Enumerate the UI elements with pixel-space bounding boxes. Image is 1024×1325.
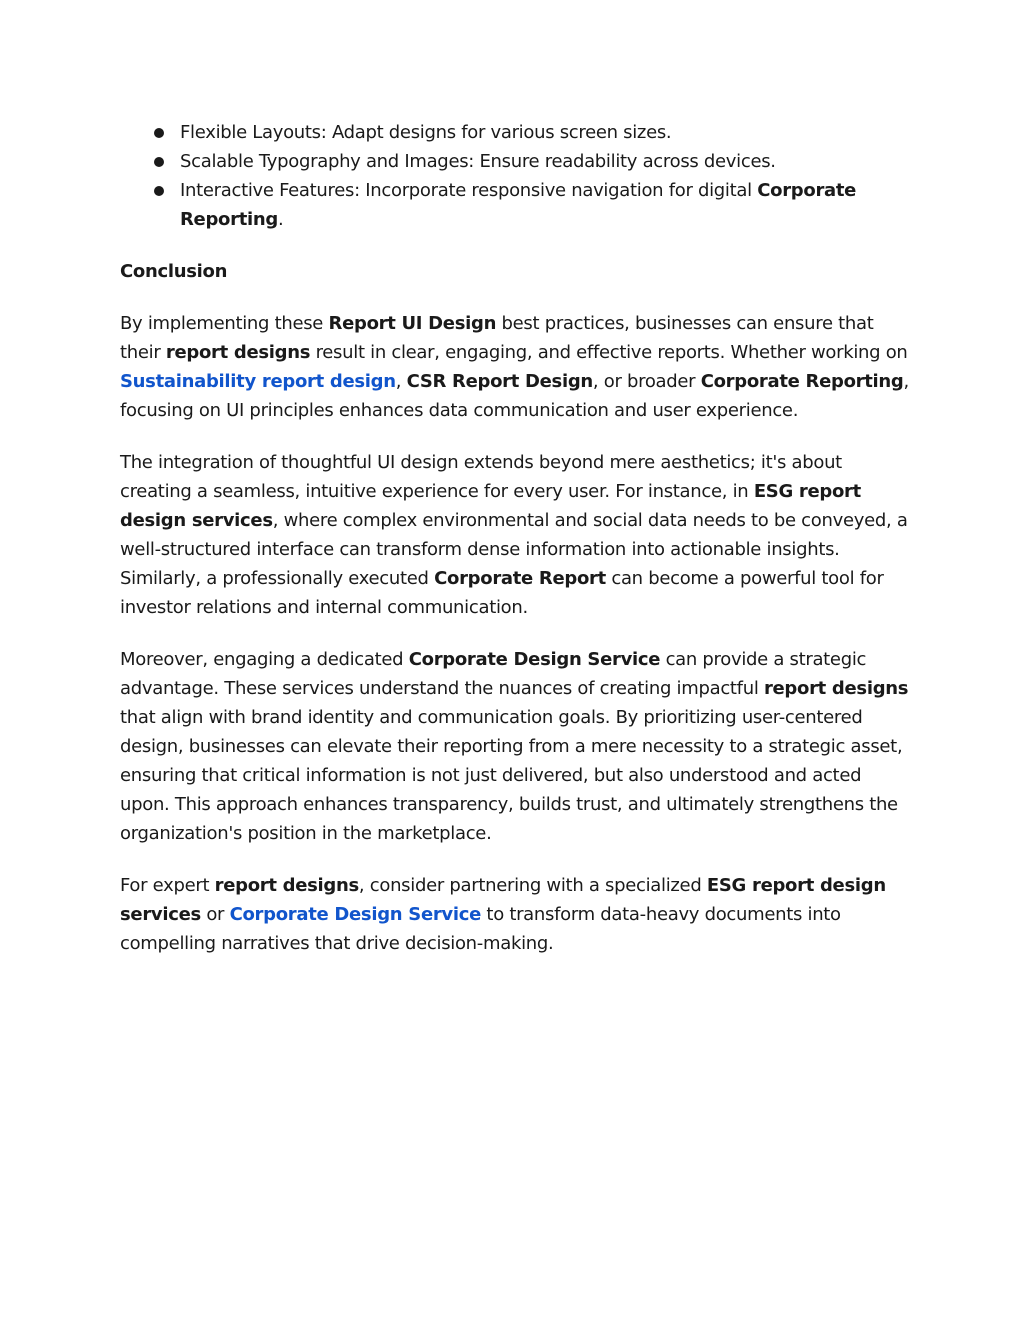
sustainability-report-design-link[interactable]: Sustainability report design [120,371,396,392]
paragraph-text: result in clear, engaging, and effective reports. Whether working on [310,342,908,363]
bold-term: ESG report design services [120,875,886,925]
paragraph-text: , [395,371,407,392]
paragraph-text: or [200,904,230,925]
bold-term: report designs [214,875,359,896]
paragraph-text: , focusing on UI principles enhances data communication and user experience. [120,371,909,421]
list-item-text: Interactive Features: Incorporate responsive navigation for digital [180,180,758,201]
list-item [120,176,910,234]
corporate-design-service-link[interactable]: Corporate Design Service [229,904,482,925]
paragraph-text: to transform data-heavy documents into compelling narratives that drive decision-making. [120,904,841,954]
paragraph-text: can provide a strategic advantage. These services understand the nuances of creating impactful [120,649,867,699]
bullet-icon [154,128,164,138]
bold-term: Corporate Report [434,568,606,589]
bold-term: CSR Report Design [406,371,593,392]
bold-term: Corporate Reporting [180,180,857,230]
paragraph-text: best practices, businesses can ensure that their [120,313,874,363]
list-item-text: Scalable Typography and Images: Ensure readability across devices. [180,151,776,172]
bold-term: report designs [165,342,311,363]
paragraph-text: , or broader [592,371,701,392]
bold-term: Corporate Reporting [700,371,904,392]
document-page [120,118,910,981]
paragraph-text: , where complex environmental and social data needs to be conveyed, a well-structured interface can transform dense information into actionable insights. Similarly, a professionally executed [120,510,908,589]
bold-term: report designs [763,678,909,699]
bullet-list [120,118,910,234]
section-heading: Conclusion [120,261,228,282]
paragraph [120,309,910,425]
bold-term: Report UI Design [328,313,497,334]
paragraph [120,645,910,848]
list-item [120,147,910,176]
paragraph [120,448,910,622]
list-item [120,118,910,147]
bold-term: Corporate Design Service [408,649,661,670]
paragraph-text: The integration of thoughtful UI design extends beyond mere aesthetics; it's about creating a seamless, intuitive experience for every user. For instance, in [120,452,842,502]
paragraph [120,871,910,958]
list-item-text: Flexible Layouts: Adapt designs for various screen sizes. [180,122,672,143]
paragraph-text: Moreover, engaging a dedicated [120,649,409,670]
paragraph-text: that align with brand identity and communication goals. By prioritizing user-centered design, businesses can elevate their reporting from a mere necessity to a strategic asset, ensuring that critical information is not just delivered, but also understood and acted upon. This approach enhances transparency, builds trust, and ultimately strengthens the organization's position in the marketplace. [120,707,903,844]
paragraph-text: , consider partnering with a specialized [358,875,707,896]
list-item-text: . [277,209,284,230]
bold-term: ESG report design services [120,481,861,531]
paragraph-text: For expert [120,875,215,896]
bullet-icon [154,186,164,196]
paragraph-text: By implementing these [120,313,329,334]
paragraph-text: can become a powerful tool for investor relations and internal communication. [120,568,884,618]
bullet-icon [154,157,164,167]
